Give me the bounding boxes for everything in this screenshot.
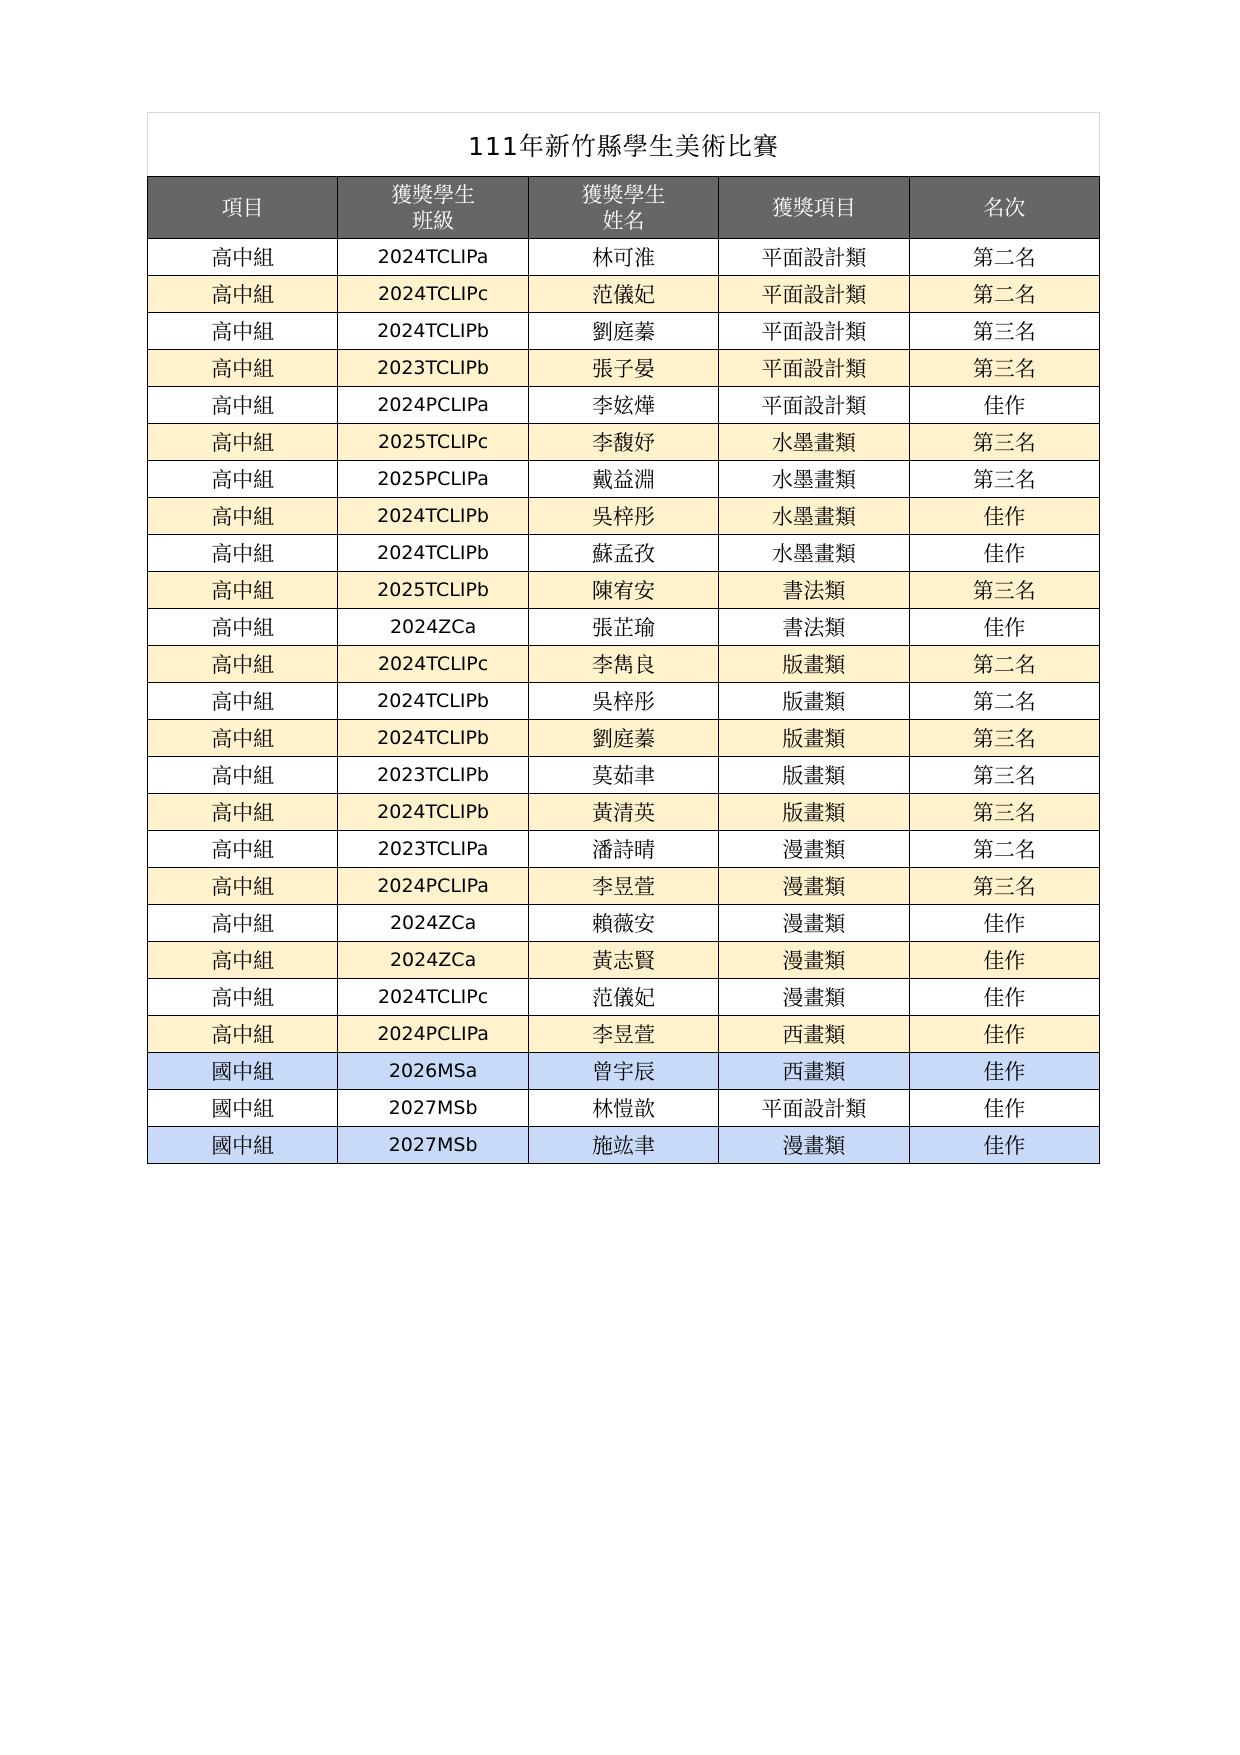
class-cell: 2023TCLIPb	[338, 757, 528, 794]
class-cell: 2024TCLIPb	[338, 535, 528, 572]
award-item-cell: 水墨畫類	[719, 535, 909, 572]
rank-cell: 佳作	[909, 609, 1099, 646]
class-cell: 2023TCLIPb	[338, 350, 528, 387]
award-item-cell: 書法類	[719, 609, 909, 646]
header-class: 獲獎學生 班級	[338, 177, 528, 239]
table-header	[148, 177, 1100, 239]
header-category: 項目	[148, 177, 338, 239]
category-cell: 高中組	[148, 461, 338, 498]
category-cell: 高中組	[148, 239, 338, 276]
award-item-cell: 書法類	[719, 572, 909, 609]
table-row	[148, 794, 1100, 831]
category-cell: 高中組	[148, 387, 338, 424]
award-item-cell: 漫畫類	[719, 905, 909, 942]
award-item-cell: 漫畫類	[719, 1127, 909, 1164]
class-cell: 2024ZCa	[338, 942, 528, 979]
award-item-cell: 水墨畫類	[719, 461, 909, 498]
student-name-cell: 張子晏	[528, 350, 718, 387]
category-cell: 國中組	[148, 1127, 338, 1164]
class-cell: 2026MSa	[338, 1053, 528, 1090]
category-cell: 高中組	[148, 979, 338, 1016]
student-name-cell: 施竑聿	[528, 1127, 718, 1164]
award-item-cell: 版畫類	[719, 757, 909, 794]
table-row	[148, 868, 1100, 905]
category-cell: 高中組	[148, 313, 338, 350]
rank-cell: 佳作	[909, 1090, 1099, 1127]
category-cell: 高中組	[148, 609, 338, 646]
student-name-cell: 賴薇安	[528, 905, 718, 942]
table-row	[148, 1090, 1100, 1127]
table-row	[148, 720, 1100, 757]
table-row	[148, 535, 1100, 572]
student-name-cell: 范儀妃	[528, 276, 718, 313]
table-row	[148, 1053, 1100, 1090]
class-cell: 2025TCLIPc	[338, 424, 528, 461]
rank-cell: 第三名	[909, 313, 1099, 350]
category-cell: 高中組	[148, 350, 338, 387]
rank-cell: 第三名	[909, 461, 1099, 498]
student-name-cell: 李昱萱	[528, 1016, 718, 1053]
class-cell: 2025TCLIPb	[338, 572, 528, 609]
class-cell: 2024TCLIPc	[338, 276, 528, 313]
class-cell: 2024TCLIPb	[338, 720, 528, 757]
rank-cell: 佳作	[909, 942, 1099, 979]
award-item-cell: 水墨畫類	[719, 498, 909, 535]
award-item-cell: 版畫類	[719, 683, 909, 720]
class-cell: 2024TCLIPb	[338, 498, 528, 535]
table-body	[148, 239, 1100, 1164]
award-item-cell: 平面設計類	[719, 313, 909, 350]
table-row	[148, 979, 1100, 1016]
category-cell: 高中組	[148, 942, 338, 979]
rank-cell: 第三名	[909, 720, 1099, 757]
rank-cell: 第二名	[909, 276, 1099, 313]
class-cell: 2023TCLIPa	[338, 831, 528, 868]
sheet-title: 111年新竹縣學生美術比賽	[147, 112, 1100, 176]
award-sheet	[147, 112, 1100, 1164]
student-name-cell: 曾宇辰	[528, 1053, 718, 1090]
award-item-cell: 漫畫類	[719, 831, 909, 868]
header-item: 獲獎項目	[719, 177, 909, 239]
award-item-cell: 西畫類	[719, 1053, 909, 1090]
award-item-cell: 平面設計類	[719, 239, 909, 276]
header-row	[148, 177, 1100, 239]
class-cell: 2024TCLIPb	[338, 313, 528, 350]
class-cell: 2024PCLIPa	[338, 387, 528, 424]
table-row	[148, 387, 1100, 424]
student-name-cell: 劉庭蓁	[528, 720, 718, 757]
award-item-cell: 平面設計類	[719, 1090, 909, 1127]
category-cell: 高中組	[148, 794, 338, 831]
table-row	[148, 498, 1100, 535]
category-cell: 國中組	[148, 1090, 338, 1127]
student-name-cell: 李馥妤	[528, 424, 718, 461]
student-name-cell: 蘇孟孜	[528, 535, 718, 572]
student-name-cell: 李雋良	[528, 646, 718, 683]
rank-cell: 佳作	[909, 905, 1099, 942]
rank-cell: 第三名	[909, 424, 1099, 461]
category-cell: 高中組	[148, 757, 338, 794]
class-cell: 2024PCLIPa	[338, 868, 528, 905]
student-name-cell: 吳梓彤	[528, 498, 718, 535]
category-cell: 高中組	[148, 1016, 338, 1053]
award-item-cell: 版畫類	[719, 794, 909, 831]
student-name-cell: 范儀妃	[528, 979, 718, 1016]
table-row	[148, 1127, 1100, 1164]
rank-cell: 佳作	[909, 387, 1099, 424]
rank-cell: 佳作	[909, 1053, 1099, 1090]
table-row	[148, 572, 1100, 609]
table-row	[148, 276, 1100, 313]
award-item-cell: 版畫類	[719, 646, 909, 683]
rank-cell: 第二名	[909, 646, 1099, 683]
award-item-cell: 漫畫類	[719, 942, 909, 979]
student-name-cell: 劉庭蓁	[528, 313, 718, 350]
class-cell: 2024ZCa	[338, 905, 528, 942]
class-cell: 2025PCLIPa	[338, 461, 528, 498]
table-row	[148, 609, 1100, 646]
category-cell: 高中組	[148, 276, 338, 313]
rank-cell: 佳作	[909, 535, 1099, 572]
table-row	[148, 831, 1100, 868]
category-cell: 國中組	[148, 1053, 338, 1090]
rank-cell: 第二名	[909, 239, 1099, 276]
student-name-cell: 吳梓彤	[528, 683, 718, 720]
table-row	[148, 942, 1100, 979]
rank-cell: 第三名	[909, 572, 1099, 609]
table-row	[148, 239, 1100, 276]
rank-cell: 佳作	[909, 498, 1099, 535]
rank-cell: 第三名	[909, 757, 1099, 794]
award-item-cell: 平面設計類	[719, 276, 909, 313]
class-cell: 2024TCLIPa	[338, 239, 528, 276]
award-table	[147, 176, 1100, 1164]
award-item-cell: 版畫類	[719, 720, 909, 757]
class-cell: 2024PCLIPa	[338, 1016, 528, 1053]
rank-cell: 佳作	[909, 1127, 1099, 1164]
category-cell: 高中組	[148, 683, 338, 720]
rank-cell: 佳作	[909, 979, 1099, 1016]
class-cell: 2024TCLIPb	[338, 794, 528, 831]
student-name-cell: 黃志賢	[528, 942, 718, 979]
table-row	[148, 905, 1100, 942]
student-name-cell: 張芷瑜	[528, 609, 718, 646]
student-name-cell: 潘詩晴	[528, 831, 718, 868]
class-cell: 2024TCLIPc	[338, 979, 528, 1016]
rank-cell: 第三名	[909, 794, 1099, 831]
student-name-cell: 莫茹聿	[528, 757, 718, 794]
table-row	[148, 683, 1100, 720]
student-name-cell: 黃清英	[528, 794, 718, 831]
category-cell: 高中組	[148, 498, 338, 535]
rank-cell: 第三名	[909, 868, 1099, 905]
table-row	[148, 646, 1100, 683]
rank-cell: 第二名	[909, 683, 1099, 720]
student-name-cell: 戴益淵	[528, 461, 718, 498]
award-item-cell: 西畫類	[719, 1016, 909, 1053]
award-item-cell: 水墨畫類	[719, 424, 909, 461]
student-name-cell: 陳宥安	[528, 572, 718, 609]
table-row	[148, 1016, 1100, 1053]
category-cell: 高中組	[148, 905, 338, 942]
category-cell: 高中組	[148, 646, 338, 683]
class-cell: 2027MSb	[338, 1090, 528, 1127]
award-item-cell: 漫畫類	[719, 979, 909, 1016]
table-row	[148, 424, 1100, 461]
table-row	[148, 461, 1100, 498]
class-cell: 2024ZCa	[338, 609, 528, 646]
table-row	[148, 757, 1100, 794]
award-item-cell: 漫畫類	[719, 868, 909, 905]
student-name-cell: 林愷歆	[528, 1090, 718, 1127]
rank-cell: 佳作	[909, 1016, 1099, 1053]
class-cell: 2024TCLIPb	[338, 683, 528, 720]
student-name-cell: 林可淮	[528, 239, 718, 276]
category-cell: 高中組	[148, 424, 338, 461]
class-cell: 2024TCLIPc	[338, 646, 528, 683]
header-name: 獲獎學生 姓名	[528, 177, 718, 239]
category-cell: 高中組	[148, 535, 338, 572]
table-row	[148, 350, 1100, 387]
category-cell: 高中組	[148, 720, 338, 757]
category-cell: 高中組	[148, 831, 338, 868]
award-item-cell: 平面設計類	[719, 350, 909, 387]
rank-cell: 第三名	[909, 350, 1099, 387]
category-cell: 高中組	[148, 572, 338, 609]
category-cell: 高中組	[148, 868, 338, 905]
table-row	[148, 313, 1100, 350]
class-cell: 2027MSb	[338, 1127, 528, 1164]
student-name-cell: 李昱萱	[528, 868, 718, 905]
student-name-cell: 李妶燁	[528, 387, 718, 424]
award-item-cell: 平面設計類	[719, 387, 909, 424]
header-rank: 名次	[909, 177, 1099, 239]
rank-cell: 第二名	[909, 831, 1099, 868]
